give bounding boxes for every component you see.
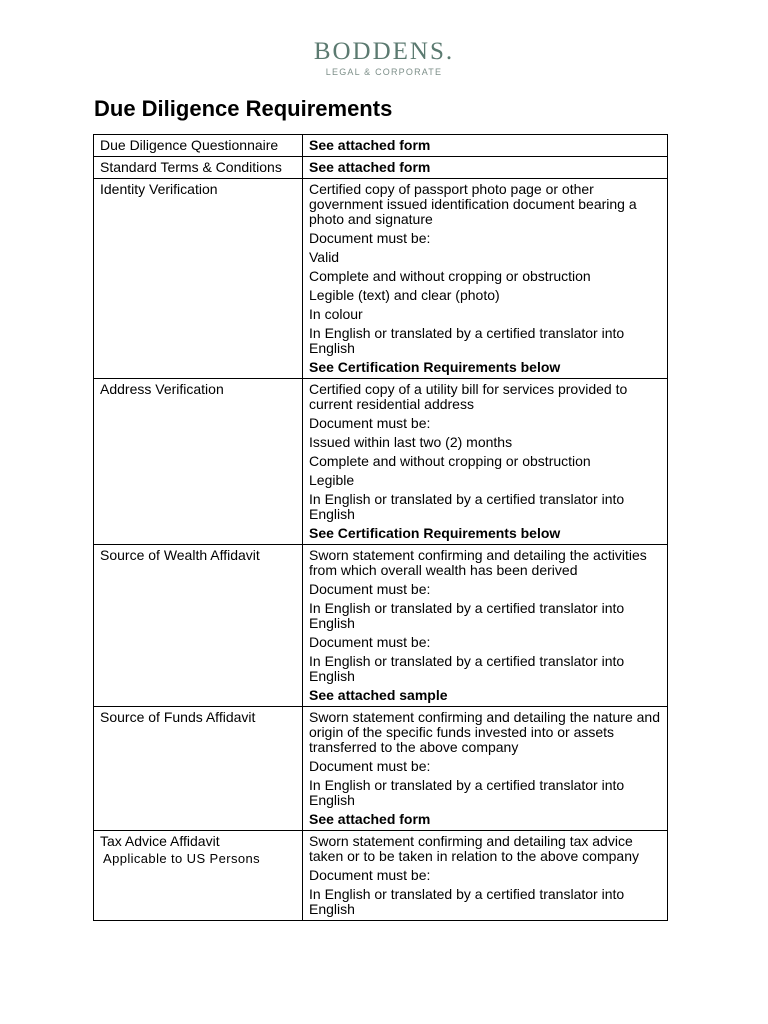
requirement-detail-cell <box>303 379 668 545</box>
requirement-label: Source of Funds Affidavit <box>100 709 256 725</box>
requirement-label-cell <box>94 379 303 545</box>
requirement-detail-line: Complete and without cropping or obstruction <box>309 453 591 469</box>
requirement-row <box>94 545 668 707</box>
requirement-detail-line: Complete and without cropping or obstruction <box>309 268 591 284</box>
requirement-detail-line: Certified copy of passport photo page or other government issued identification document bearing a photo and signature <box>309 181 637 227</box>
requirement-detail-line: Certified copy of a utility bill for services provided to current residential address <box>309 381 628 412</box>
requirement-label: Address Verification <box>100 381 224 397</box>
document-title: Due Diligence Requirements <box>94 96 393 121</box>
requirement-detail-line: Document must be: <box>309 415 431 431</box>
requirement-detail-line: Valid <box>309 249 340 265</box>
requirement-detail-line: In English or translated by a certified translator into English <box>309 653 625 684</box>
requirement-detail-line: Sworn statement confirming and detailing the nature and origin of the specific funds invested into or assets transferred to the above company <box>309 709 660 755</box>
requirement-detail-line: Sworn statement confirming and detailing the activities from which overall wealth has been derived <box>309 547 647 578</box>
requirement-detail-cell <box>303 179 668 379</box>
requirement-detail-line: Document must be: <box>309 867 431 883</box>
requirement-detail-line: Sworn statement confirming and detailing tax advice taken or to be taken in relation to the above company <box>309 833 639 864</box>
requirement-reference: See attached form <box>309 811 431 827</box>
requirement-row <box>94 135 668 157</box>
logo-subtitle: LEGAL & CORPORATE <box>325 67 443 77</box>
requirement-reference: See attached sample <box>309 687 448 703</box>
requirement-detail-line: Document must be: <box>309 581 431 597</box>
requirement-label: Tax Advice Affidavit <box>100 833 220 849</box>
requirement-label-cell <box>94 157 303 179</box>
requirement-reference: See Certification Requirements below <box>309 525 561 541</box>
requirement-row <box>94 707 668 831</box>
requirement-reference: See attached form <box>309 137 431 153</box>
requirement-detail-line: In English or translated by a certified translator into English <box>309 325 625 356</box>
requirement-detail-cell <box>303 135 668 157</box>
requirement-label-cell <box>94 545 303 707</box>
requirement-detail-line: Legible <box>309 472 355 488</box>
requirement-detail-line: In English or translated by a certified translator into English <box>309 886 625 917</box>
requirement-detail-cell <box>303 157 668 179</box>
requirement-detail-cell <box>303 707 668 831</box>
requirement-detail-cell <box>303 545 668 707</box>
requirement-row <box>94 157 668 179</box>
requirement-label-cell <box>94 179 303 379</box>
requirement-label-cell <box>94 831 303 921</box>
requirements-table <box>93 134 668 921</box>
requirement-row <box>94 831 668 921</box>
requirement-detail-line: In English or translated by a certified translator into English <box>309 777 625 808</box>
requirement-detail-line: Issued within last two (2) months <box>309 434 513 450</box>
requirement-detail-line: In English or translated by a certified translator into English <box>309 491 625 522</box>
requirement-detail-line: Document must be: <box>309 758 431 774</box>
requirement-label: Standard Terms & Conditions <box>100 159 282 175</box>
requirement-label: Source of Wealth Affidavit <box>100 547 260 563</box>
requirement-detail-line: Document must be: <box>309 230 431 246</box>
requirements-table-body <box>94 135 668 921</box>
requirement-label-cell <box>94 135 303 157</box>
requirement-reference: See attached form <box>309 159 431 175</box>
requirement-detail-cell <box>303 831 668 921</box>
company-logo <box>0 38 768 78</box>
requirement-reference: See Certification Requirements below <box>309 359 561 375</box>
requirement-detail-line: In colour <box>309 306 363 322</box>
requirement-label-cell <box>94 707 303 831</box>
requirement-detail-line: Document must be: <box>309 634 431 650</box>
requirement-label: Due Diligence Questionnaire <box>100 137 279 153</box>
requirement-label: Identity Verification <box>100 181 218 197</box>
requirement-row <box>94 379 668 545</box>
logo-name: BODDENS. <box>313 38 455 65</box>
requirement-row <box>94 179 668 379</box>
requirement-detail-line: In English or translated by a certified translator into English <box>309 600 625 631</box>
requirement-sublabel: Applicable to US Persons <box>103 851 261 866</box>
requirement-detail-line: Legible (text) and clear (photo) <box>309 287 500 303</box>
